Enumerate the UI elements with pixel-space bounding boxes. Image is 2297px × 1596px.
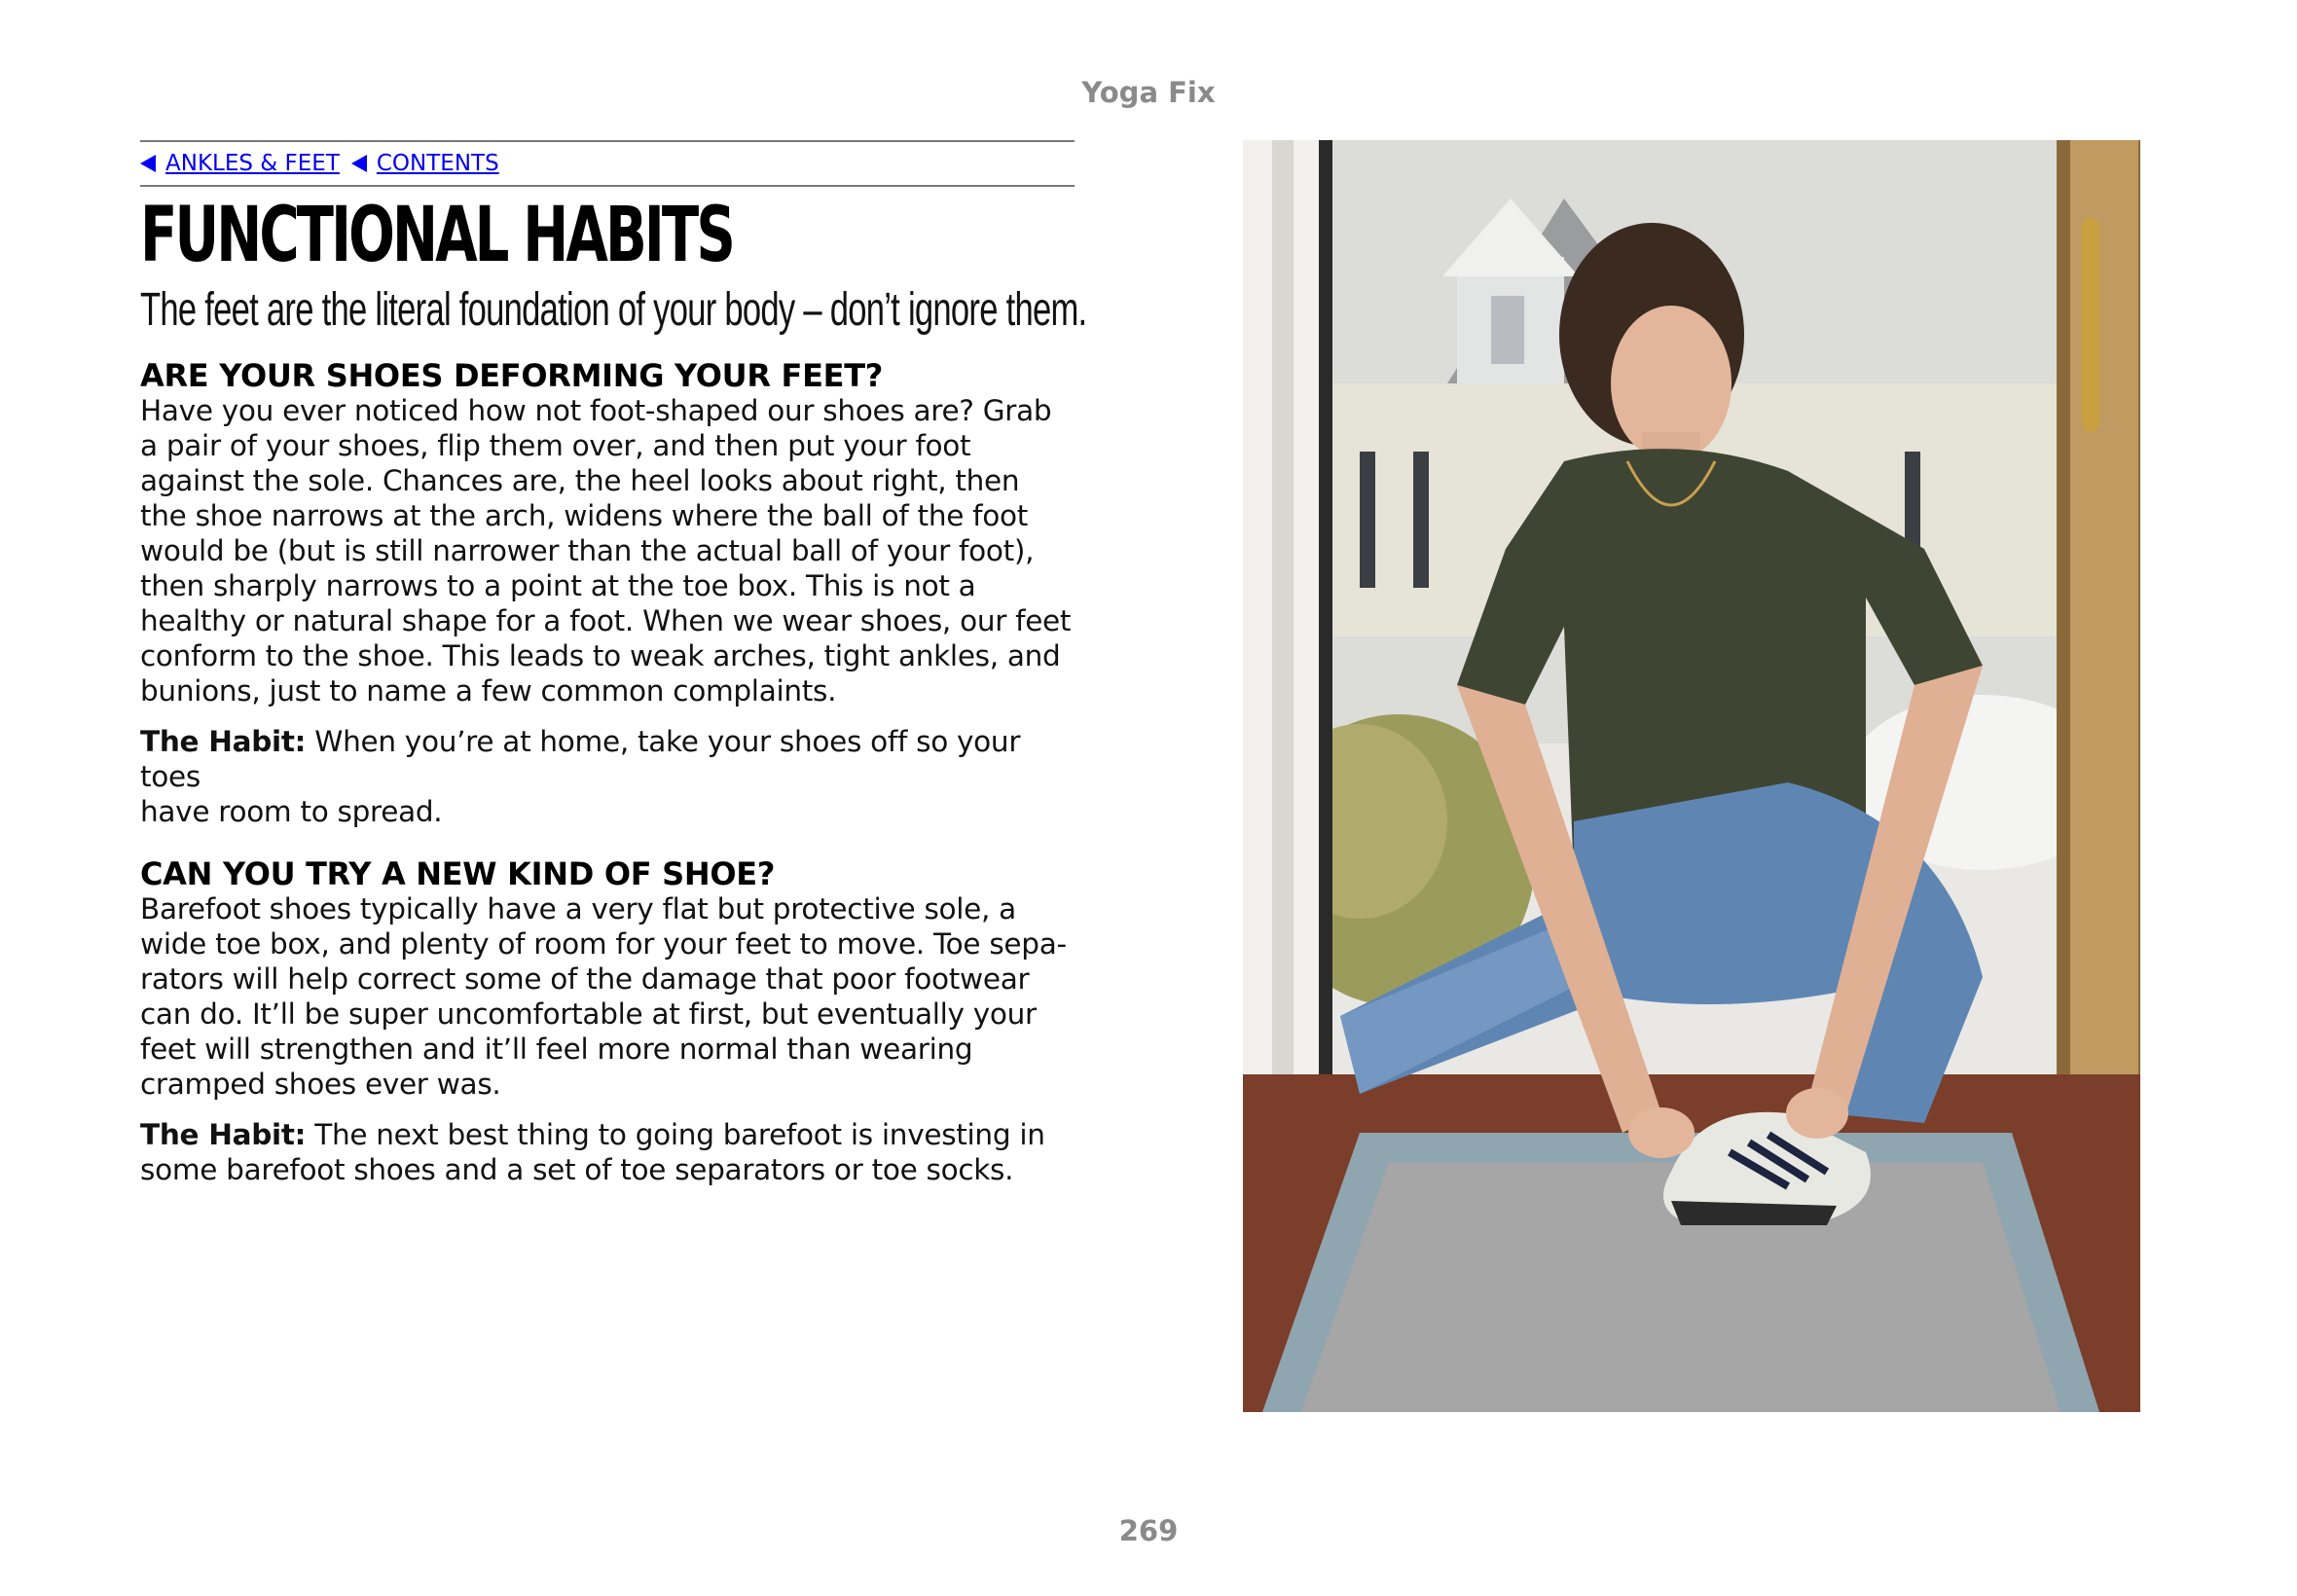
body-line: a pair of your shoes, flip them over, and then put your foot (140, 429, 971, 462)
section-body (140, 393, 1075, 708)
habit-line: some barefoot shoes and a set of toe separators or toe socks. (140, 1153, 1014, 1186)
page-subtitle: The feet are the literal foundation of your body – don’t ignore them. (140, 284, 1087, 336)
page-title: FUNCTIONAL HABITS (140, 192, 733, 279)
body-line: Barefoot shoes typically have a very flat but protective sole, a (140, 892, 1016, 925)
section-heading: CAN YOU TRY A NEW KIND OF SHOE? (140, 855, 776, 892)
body-line: would be (but is still narrower than the actual ball of your foot), (140, 534, 1035, 567)
habit-label: The Habit: (140, 725, 307, 758)
text-column (140, 140, 1087, 1187)
body-line: cramped shoes ever was. (140, 1068, 501, 1101)
habit-label: The Habit: (140, 1118, 307, 1151)
article-photo (1243, 140, 2140, 1412)
habit-line (140, 1117, 1075, 1152)
nav-link-contents[interactable]: CONTENTS (376, 151, 499, 176)
back-arrow-icon (140, 155, 156, 172)
body-line: against the sole. Chances are, the heel looks about right, then (140, 464, 1020, 497)
book-title: Yoga Fix (1081, 76, 1216, 109)
breadcrumb (140, 140, 1075, 187)
habit-paragraph (140, 1117, 1075, 1187)
body-line: Have you ever noticed how not foot-shaped our shoes are? Grab (140, 394, 1052, 427)
body-line: feet will strengthen and it’ll feel more normal than wearing (140, 1033, 973, 1066)
nav-link-ankles-feet[interactable]: ANKLES & FEET (165, 151, 340, 176)
habit-text: The next best thing to going barefoot is investing in (306, 1118, 1045, 1151)
body-line: rators will help correct some of the damage that poor footwear (140, 962, 1030, 996)
body-line: healthy or natural shape for a foot. When we wear shoes, our feet (140, 604, 1072, 637)
section-heading: ARE YOUR SHOES DEFORMING YOUR FEET? (140, 357, 884, 394)
habit-paragraph (140, 724, 1075, 829)
body-line: conform to the shoe. This leads to weak arches, tight ankles, and (140, 639, 1061, 672)
page-number: 269 (1118, 1514, 1179, 1547)
body-line: wide toe box, and plenty of room for your feet to move. Toe sepa- (140, 927, 1067, 961)
body-line: bunions, just to name a few common complaints. (140, 674, 837, 707)
body-line: the shoe narrows at the arch, widens where the ball of the foot (140, 499, 1028, 532)
habit-line (140, 724, 1075, 794)
body-line: then sharply narrows to a point at the toe box. This is not a (140, 569, 976, 602)
habit-line: have room to spread. (140, 795, 443, 828)
body-line: can do. It’ll be super uncomfortable at first, but eventually your (140, 998, 1037, 1031)
section-body (140, 891, 1075, 1102)
habit-text: When you’re at home, take your shoes off so your toes (140, 725, 1021, 793)
back-arrow-icon (351, 155, 367, 172)
